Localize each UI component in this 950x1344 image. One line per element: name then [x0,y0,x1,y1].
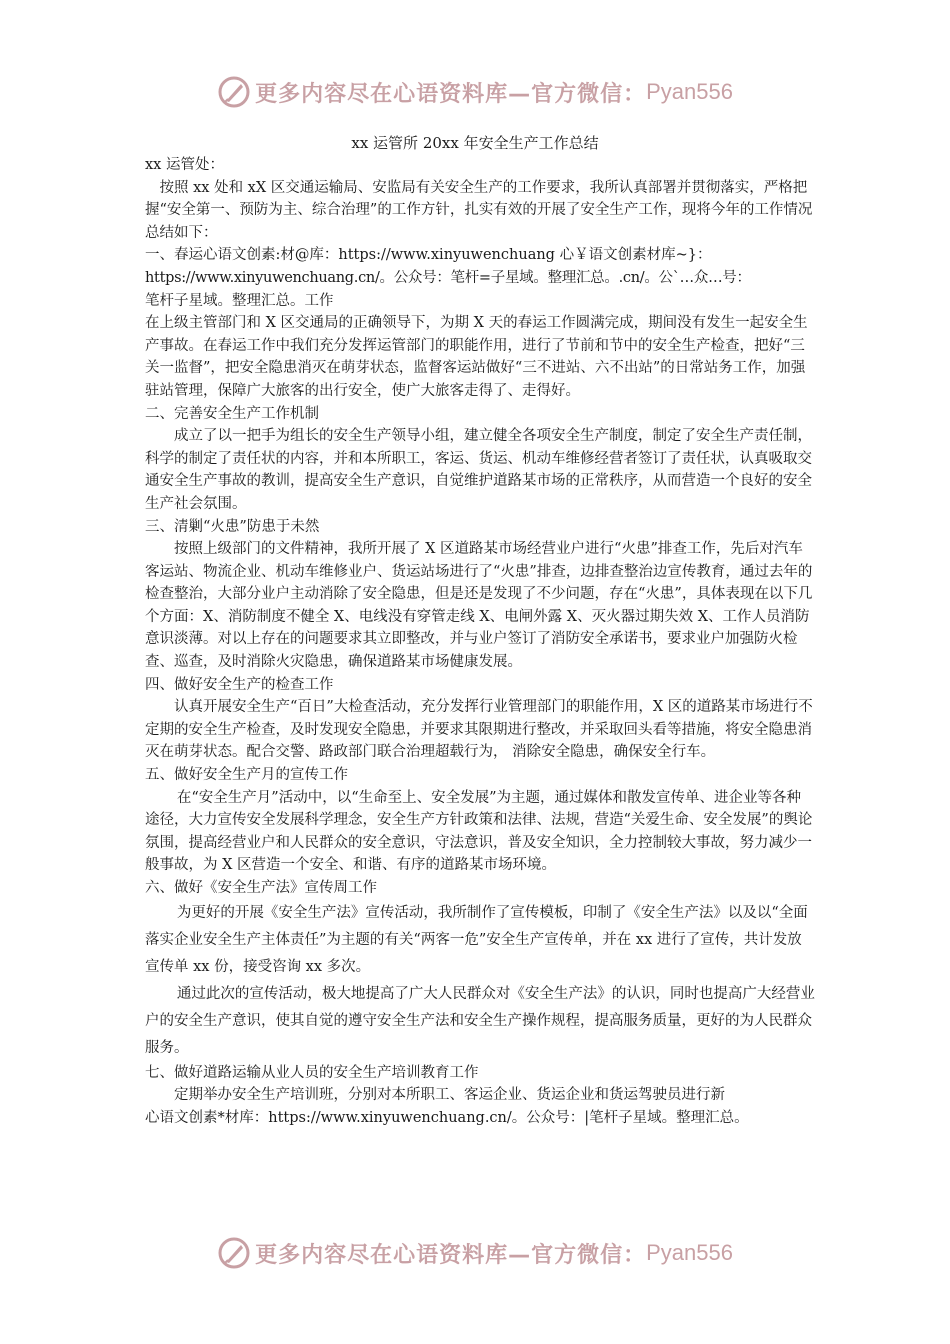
feather-pen-logo-icon [217,1236,251,1270]
document-body [145,154,815,1129]
feather-pen-logo-icon [217,75,251,109]
section7-footer-line: 心语文创素*材库：https://www.xinyuwenchuang.cn/。公众号：|笔杆子星域。整理汇总。 [145,1109,749,1126]
document-title: xx 运管所 20xx 年安全生产工作总结 [351,134,599,152]
section6-body1: 为更好的开展《安全生产法》宣传活动，我所制作了宣传模板，印制了《安全生产法》以及以“全面落实企业安全生产主体责任”为主题的有关“两客一危”安全生产宣传单，并在 xx 进行了宣传，共计发放宣传单 xx 份，接受咨询 xx 多次。 [145,904,808,975]
section5-heading: 五、做好安全生产月的宣传工作 [145,767,348,784]
section1-heading-line1: 一、春运心语文创素:材@库：https://www.xinyuwenchuang 心￥语文创素材库~}： [145,247,712,264]
banner-wechat-handle: Pyan556 [646,1240,733,1265]
section2-heading: 二、完善安全生产工作机制 [145,405,319,422]
section3-heading: 三、清剿“火患”防患于未然 [145,518,320,535]
section4-heading: 四、做好安全生产的检查工作 [145,676,334,693]
banner-wechat-handle: Pyan556 [646,79,733,104]
banner-text: 更多内容尽在心语资料库—官方微信： [255,81,647,107]
intro-paragraph: 按照 xx 处和 xX 区交通运输局、安监局有关安全生产的工作要求，我所认真部署并贯彻落实，严格把握“安全第一、预防为主、综合治理”的工作方针，扎实有效的开展了安全生产工作，现将今年的工作情况总结如下： [145,179,813,241]
banner-text: 更多内容尽在心语资料库—官方微信： [255,1242,647,1268]
footer-watermark-banner [0,1233,950,1273]
section2-body: 成立了以一把手为组长的安全生产领导小组，建立健全各项安全生产制度，制定了安全生产责任制，科学的制定了责任状的内容，并和本所职工，客运、货运、机动车维修经营者签订了责任状，认真吸取交通安全生产事故的教训，提高安全生产意识，自觉维护道路某市场的正常秩序，从而营造一个良好的安全生产社会氛围。 [145,428,812,512]
salutation: xx 运管处： [145,157,224,173]
section1-heading-line3: 笔杆子星域。整理汇总。工作 [145,292,334,309]
header-watermark-banner [0,72,950,112]
section5-body: 在“安全生产月”活动中，以“生命至上、安全发展”为主题，通过媒体和散发宣传单、进企业等各种途径，大力宣传安全发展科学理念，安全生产方针政策和法律、法规，营造“关爱生命、安全发展”的舆论氛围，提高经营业户和人民群众的安全意识，守法意识，普及安全知识，全力控制较大事故，努力减少一般事故，为 X 区营造一个安全、和谐、有序的道路某市场环境。 [145,789,813,874]
section6-body2: 通过此次的宣传活动，极大地提高了广大人民群众对《安全生产法》的认识，同时也提高广大经营业户的安全生产意识，使其自觉的遵守安全生产法和安全生产操作规程，提高服务质量，更好的为人民群众服务。 [145,985,815,1056]
section7-heading: 七、做好道路运输从业人员的安全生产培训教育工作 [145,1064,479,1081]
section6-heading: 六、做好《安全生产法》宣传周工作 [145,880,377,896]
section3-body: 按照上级部门的文件精神，我所开展了 X 区道路某市场经营业户进行“火患”排查工作，先后对汽车客运站、物流企业、机动车维修业户、货运站场进行了“火患”排查，边排查整治边宣传教育，通过去年的检查整治，大部分业户主动消除了安全隐患，但是还是发现了不少问题，存在“火患”，具体表现在以下几个方面：X、消防制度不健全 X、电线没有穿管走线 X、电闸外露 X、灭火器过期失效 X、工作人员消防意识淡薄。对以上存在的问题要求其立即整改，并与业户签订了消防安全承诺书，要求业户加强防火检查、巡查，及时消除火灾隐患，确保道路某市场健康发展。 [145,541,813,671]
section1-heading-line2: https://www.xinyuwenchuang.cn/。公众号：笔杆=子星域。整理汇总。.cn/。公`…众…号： [145,269,751,286]
section4-body: 认真开展安全生产“百日”大检查活动，充分发挥行业管理部门的职能作用，X 区的道路某市场进行不定期的安全生产检查，及时发现安全隐患，并要求其限期进行整改，并采取回头看等措施，将安全隐患消灭在萌芽状态。配合交警、路政部门联合治理超载行为， 消除安全隐患，确保安全行车。 [145,699,813,761]
section1-body: 在上级主管部门和 X 区交通局的正确领导下，为期 X 天的春运工作圆满完成，期间没有发生一起安全生产事故。在春运工作中我们充分发挥运管部门的职能作用，进行了节前和节中的安全生产检查，把好“三关一监督”，把安全隐患消灭在萌芽状态，监督客运站做好“三不进站、六不出站”的日常站务工作，加强驻站管理，保障广大旅客的出行安全，使广大旅客走得了、走得好。 [145,315,808,399]
section7-body: 定期举办安全生产培训班，分别对本所职工、客运企业、货运企业和货运驾驶员进行新 [174,1087,725,1104]
